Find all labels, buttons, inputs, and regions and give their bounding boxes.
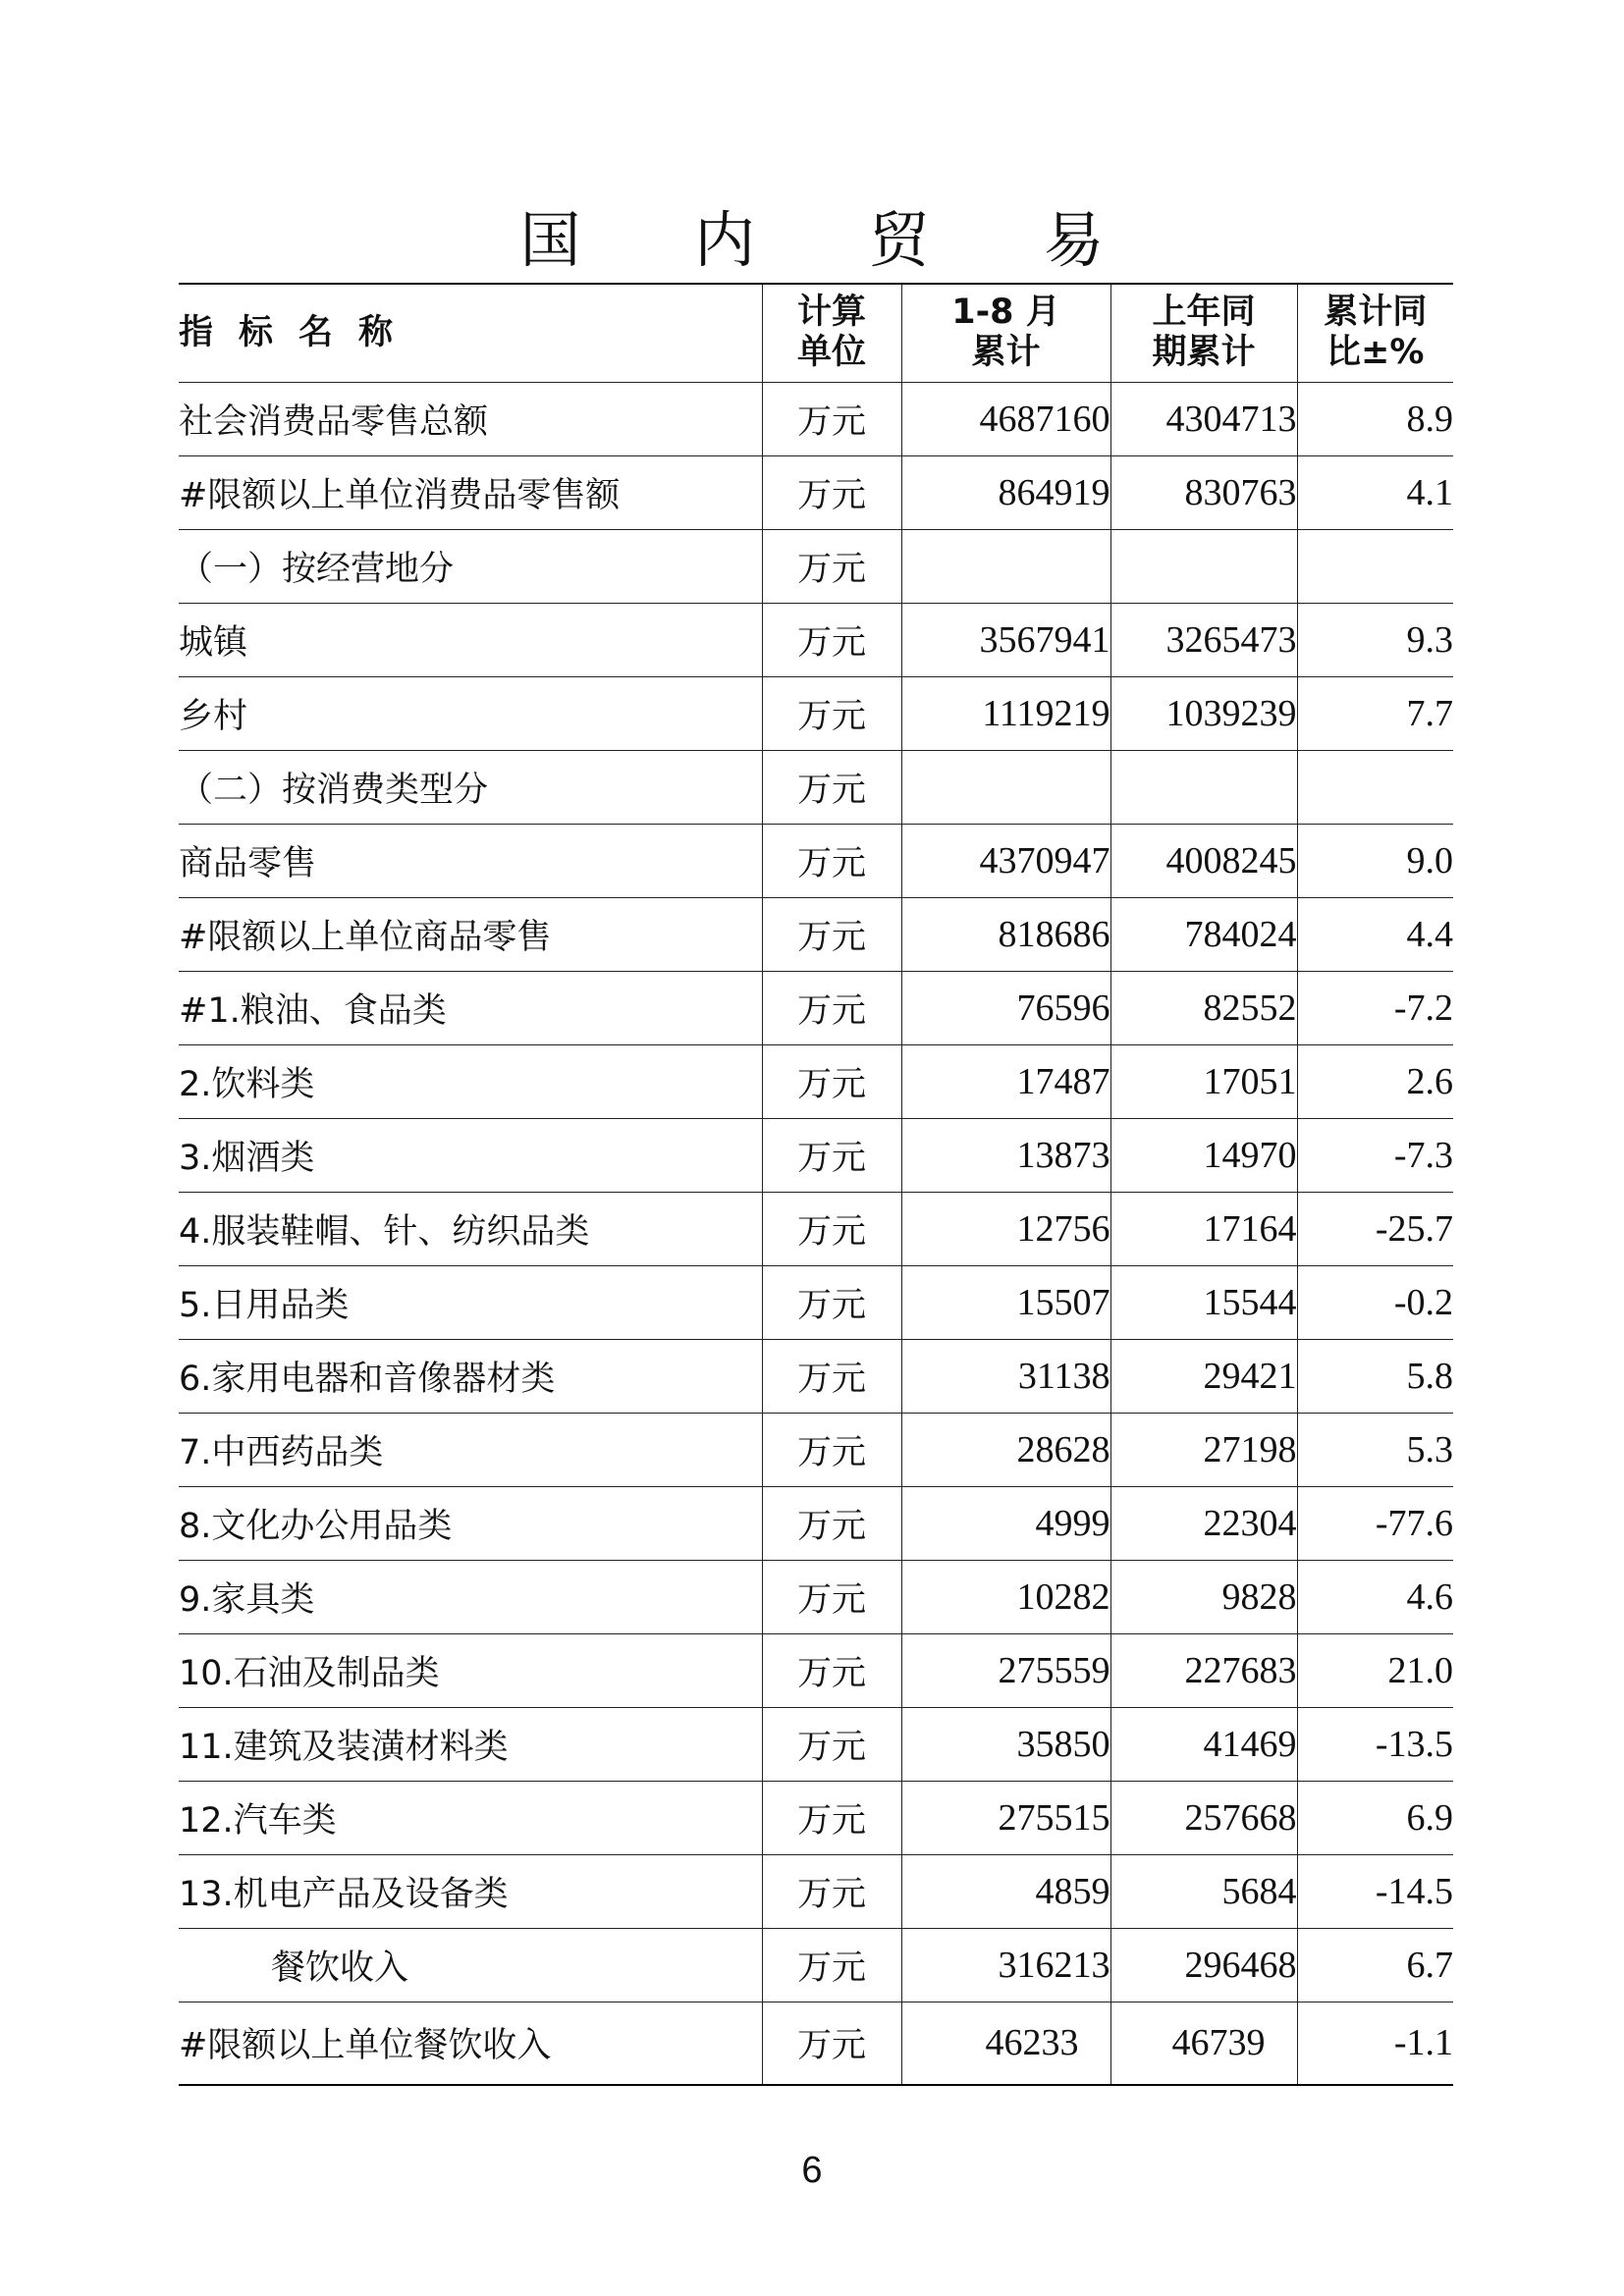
- row-previous: 830763: [1110, 455, 1297, 529]
- row-name: #限额以上单位餐饮收入: [179, 2026, 552, 2066]
- row-rate: -77.6: [1297, 1486, 1453, 1560]
- row-rate: -0.2: [1297, 1265, 1453, 1339]
- column-header-unit-line-2: 单位: [796, 333, 866, 373]
- table-row: [179, 1413, 1453, 1486]
- table-header-row: [179, 284, 1453, 382]
- row-rate: 5.8: [1297, 1339, 1453, 1413]
- row-name: 商品零售: [179, 824, 762, 897]
- row-rate: -1.1: [1297, 2002, 1453, 2085]
- row-name: #限额以上单位商品零售: [179, 897, 762, 971]
- column-header-name: 指标名称: [179, 284, 762, 382]
- row-current: 4999: [901, 1486, 1110, 1560]
- row-rate: 4.1: [1297, 455, 1453, 529]
- row-current: [901, 529, 1110, 603]
- column-header-rate: [1297, 284, 1453, 382]
- row-rate: 9.3: [1297, 603, 1453, 676]
- row-name: 3.烟酒类: [179, 1118, 762, 1192]
- row-unit: 万元: [762, 1265, 901, 1339]
- table-row: [179, 1928, 1453, 2002]
- row-name: 4.服装鞋帽、针、纺织品类: [179, 1192, 762, 1265]
- table-row: [179, 1044, 1453, 1118]
- row-rate: -25.7: [1297, 1192, 1453, 1265]
- row-previous: 9828: [1110, 1560, 1297, 1633]
- row-previous: 296468: [1110, 1928, 1297, 2002]
- row-rate: 2.6: [1297, 1044, 1453, 1118]
- row-previous: 4008245: [1110, 824, 1297, 897]
- row-name: 11.建筑及装潢材料类: [179, 1707, 762, 1781]
- row-current: 3567941: [901, 603, 1110, 676]
- row-name: #1.粮油、食品类: [179, 971, 762, 1044]
- row-unit: 万元: [762, 1854, 901, 1928]
- row-unit: 万元: [762, 1928, 901, 2002]
- table-row: [179, 1339, 1453, 1413]
- row-unit: 万元: [762, 1413, 901, 1486]
- row-rate: 7.7: [1297, 676, 1453, 750]
- row-unit: 万元: [762, 603, 901, 676]
- row-rate: [1297, 529, 1453, 603]
- row-current: 864919: [901, 455, 1110, 529]
- row-name: 城镇: [179, 603, 762, 676]
- column-header-current-line-1: 1-8 月: [951, 293, 1060, 333]
- row-rate: 8.9: [1297, 382, 1453, 455]
- row-current: 12756: [901, 1192, 1110, 1265]
- row-unit: 万元: [762, 1044, 901, 1118]
- row-unit: 万元: [762, 824, 901, 897]
- row-name: 餐饮收入: [179, 1928, 762, 2002]
- column-header-current: [901, 284, 1110, 382]
- row-unit: 万元: [762, 2002, 901, 2085]
- row-unit: 万元: [762, 676, 901, 750]
- table-row: [179, 971, 1453, 1044]
- row-rate: 4.4: [1297, 897, 1453, 971]
- table-row: [179, 1265, 1453, 1339]
- row-unit: 万元: [762, 750, 901, 824]
- row-previous: 1039239: [1110, 676, 1297, 750]
- row-previous: 17051: [1110, 1044, 1297, 1118]
- row-unit: 万元: [762, 1339, 901, 1413]
- row-previous: 41469: [1110, 1707, 1297, 1781]
- row-name: （一）按经营地分: [179, 529, 762, 603]
- row-name: （二）按消费类型分: [179, 750, 762, 824]
- row-rate: 21.0: [1297, 1633, 1453, 1707]
- row-previous: 4304713: [1110, 382, 1297, 455]
- row-previous: [1110, 529, 1297, 603]
- column-header-rate-line-1: 累计同: [1324, 293, 1428, 333]
- row-previous: 784024: [1110, 897, 1297, 971]
- row-current: 10282: [901, 1560, 1110, 1633]
- row-previous: 15544: [1110, 1265, 1297, 1339]
- row-rate: 5.3: [1297, 1413, 1453, 1486]
- column-header-unit-line-1: 计算: [796, 293, 866, 333]
- row-previous: 29421: [1110, 1339, 1297, 1413]
- column-header-unit: [762, 284, 901, 382]
- row-previous: 27198: [1110, 1413, 1297, 1486]
- row-current: 17487: [901, 1044, 1110, 1118]
- table-row: [179, 455, 1453, 529]
- row-rate: -7.2: [1297, 971, 1453, 1044]
- row-name: 6.家用电器和音像器材类: [179, 1339, 762, 1413]
- page-number: 6: [801, 2150, 823, 2191]
- row-name: 8.文化办公用品类: [179, 1486, 762, 1560]
- row-previous: 17164: [1110, 1192, 1297, 1265]
- row-rate: 4.6: [1297, 1560, 1453, 1633]
- row-name: 5.日用品类: [179, 1265, 762, 1339]
- row-name: 乡村: [179, 676, 762, 750]
- row-unit: 万元: [762, 1486, 901, 1560]
- row-unit: 万元: [762, 1118, 901, 1192]
- column-header-previous-line-2: 期累计: [1152, 333, 1256, 373]
- table-row: [179, 382, 1453, 455]
- table-row: [179, 1118, 1453, 1192]
- domestic-trade-table: [179, 283, 1453, 2086]
- row-unit: 万元: [762, 1560, 901, 1633]
- row-unit: 万元: [762, 897, 901, 971]
- row-rate: -7.3: [1297, 1118, 1453, 1192]
- row-previous: 46739: [1110, 2002, 1297, 2085]
- row-unit: 万元: [762, 1707, 901, 1781]
- table-row: [179, 1707, 1453, 1781]
- row-current: 316213: [901, 1928, 1110, 2002]
- row-unit: 万元: [762, 1192, 901, 1265]
- row-previous: [1110, 750, 1297, 824]
- table-row: [179, 2002, 1453, 2085]
- row-previous: 257668: [1110, 1781, 1297, 1854]
- table-row: [179, 529, 1453, 603]
- row-current: 4370947: [901, 824, 1110, 897]
- row-current: 13873: [901, 1118, 1110, 1192]
- row-rate: 6.7: [1297, 1928, 1453, 2002]
- table-row: [179, 1486, 1453, 1560]
- table-row: [179, 676, 1453, 750]
- row-rate: -14.5: [1297, 1854, 1453, 1928]
- row-rate: 9.0: [1297, 824, 1453, 897]
- row-previous: 82552: [1110, 971, 1297, 1044]
- table-row: [179, 1560, 1453, 1633]
- table-row: [179, 1633, 1453, 1707]
- row-unit: 万元: [762, 1633, 901, 1707]
- row-unit: 万元: [762, 529, 901, 603]
- row-previous: 14970: [1110, 1118, 1297, 1192]
- row-unit: 万元: [762, 1781, 901, 1854]
- row-unit: 万元: [762, 382, 901, 455]
- row-name: 2.饮料类: [179, 1044, 762, 1118]
- row-current: 275515: [901, 1781, 1110, 1854]
- row-name: 13.机电产品及设备类: [179, 1854, 762, 1928]
- row-unit: 万元: [762, 971, 901, 1044]
- row-current: 4687160: [901, 382, 1110, 455]
- row-rate: [1297, 750, 1453, 824]
- row-previous: 227683: [1110, 1633, 1297, 1707]
- row-unit: 万元: [762, 455, 901, 529]
- row-name: 9.家具类: [179, 1560, 762, 1633]
- column-header-current-line-2: 累计: [971, 333, 1041, 373]
- column-header-previous: [1110, 284, 1297, 382]
- row-current: 46233: [901, 2002, 1110, 2085]
- row-current: 31138: [901, 1339, 1110, 1413]
- row-name: #限额以上单位消费品零售额: [179, 455, 762, 529]
- row-current: 818686: [901, 897, 1110, 971]
- row-previous: 5684: [1110, 1854, 1297, 1928]
- column-header-rate-line-2: 比±%: [1326, 333, 1425, 373]
- row-current: 4859: [901, 1854, 1110, 1928]
- row-previous: 3265473: [1110, 603, 1297, 676]
- row-previous: 22304: [1110, 1486, 1297, 1560]
- table-row: [179, 603, 1453, 676]
- table-row: [179, 750, 1453, 824]
- row-current: 15507: [901, 1265, 1110, 1339]
- row-name: 社会消费品零售总额: [179, 382, 762, 455]
- row-current: 28628: [901, 1413, 1110, 1486]
- page-title: 国 内 贸 易: [519, 204, 1152, 276]
- row-rate: 6.9: [1297, 1781, 1453, 1854]
- column-header-previous-line-1: 上年同: [1152, 293, 1256, 333]
- table-row: [179, 1781, 1453, 1854]
- row-name: 10.石油及制品类: [179, 1633, 762, 1707]
- row-rate: -13.5: [1297, 1707, 1453, 1781]
- row-name: 12.汽车类: [179, 1781, 762, 1854]
- row-current: 35850: [901, 1707, 1110, 1781]
- row-current: [901, 750, 1110, 824]
- table-row: [179, 1854, 1453, 1928]
- row-current: 76596: [901, 971, 1110, 1044]
- table-row: [179, 824, 1453, 897]
- row-current: 1119219: [901, 676, 1110, 750]
- table-row: [179, 897, 1453, 971]
- table-row: [179, 1192, 1453, 1265]
- row-current: 275559: [901, 1633, 1110, 1707]
- row-name: 7.中西药品类: [179, 1413, 762, 1486]
